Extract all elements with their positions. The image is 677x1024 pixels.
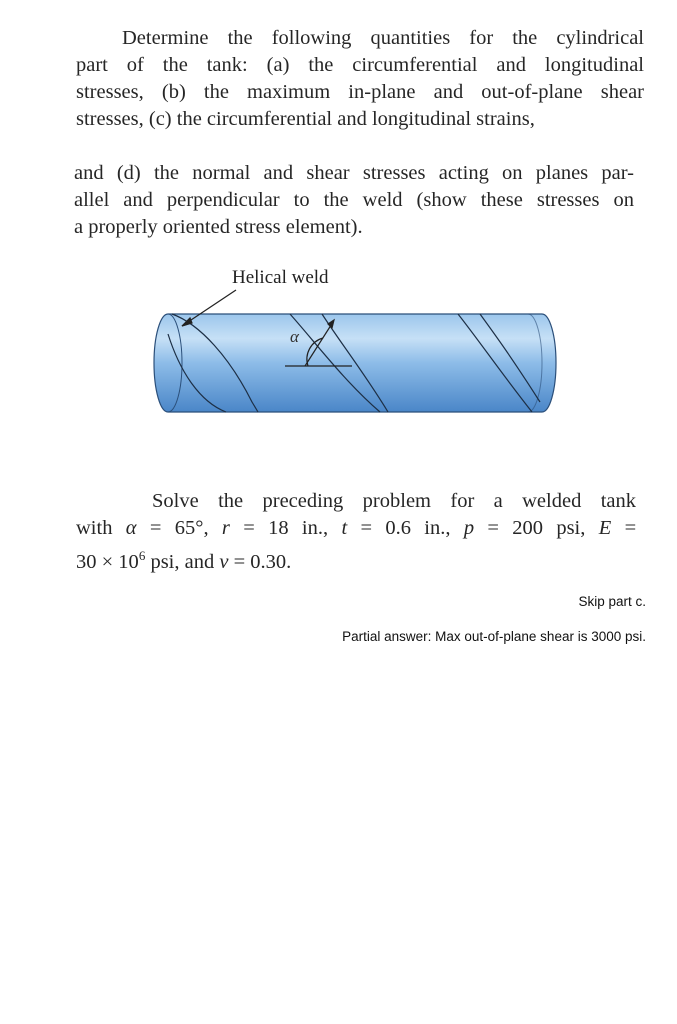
p-value: = 200 psi, [487,517,586,539]
helical-weld-tank-figure [140,262,570,462]
with-text: with [76,517,113,539]
E-exponent: 6 [138,548,146,563]
given-values-statement [76,488,636,576]
nu-symbol: ν [219,550,229,573]
alpha-value: = 65°, [149,517,209,539]
t-symbol: t [341,517,348,539]
problem-statement-part1 [76,25,644,133]
text-line: and (d) the normal and shear stresses acting on planes par- [74,162,634,184]
nu-value: = 0.30. [233,550,292,573]
E-unit: psi, and [145,550,215,573]
helical-weld-label: Helical weld [232,267,329,288]
text-line: part of the tank: (a) the circumferential and longitudinal [76,54,644,76]
given-values-line [76,542,636,576]
p-symbol: p [463,517,475,539]
given-values-line [76,515,636,542]
r-value: = 18 in., [243,517,329,539]
partial-answer-note: Partial answer: Max out-of-plane shear is 3000 psi. [342,629,646,644]
r-symbol: r [221,517,230,539]
text-line: allel and perpendicular to the weld (show these stresses on [74,189,634,211]
t-value: = 0.6 in., [360,517,451,539]
text-line: Solve the preceding problem for a welded tank [152,490,636,512]
E-base: 30 × 10 [76,550,139,573]
text-line: Determine the following quantities for the cylindrical [122,27,644,49]
text-line: a properly oriented stress element). [74,216,363,238]
skip-note: Skip part c. [578,594,646,609]
alpha-symbol: α [125,517,137,539]
alpha-label: α [290,327,299,346]
text-line: stresses, (b) the maximum in-plane and out-of-plane shear [76,81,644,103]
problem-statement-part2 [74,160,634,241]
text-line: stresses, (c) the circumferential and longitudinal strains, [76,108,535,130]
E-equals: = [624,517,637,539]
E-symbol: E [598,517,612,539]
